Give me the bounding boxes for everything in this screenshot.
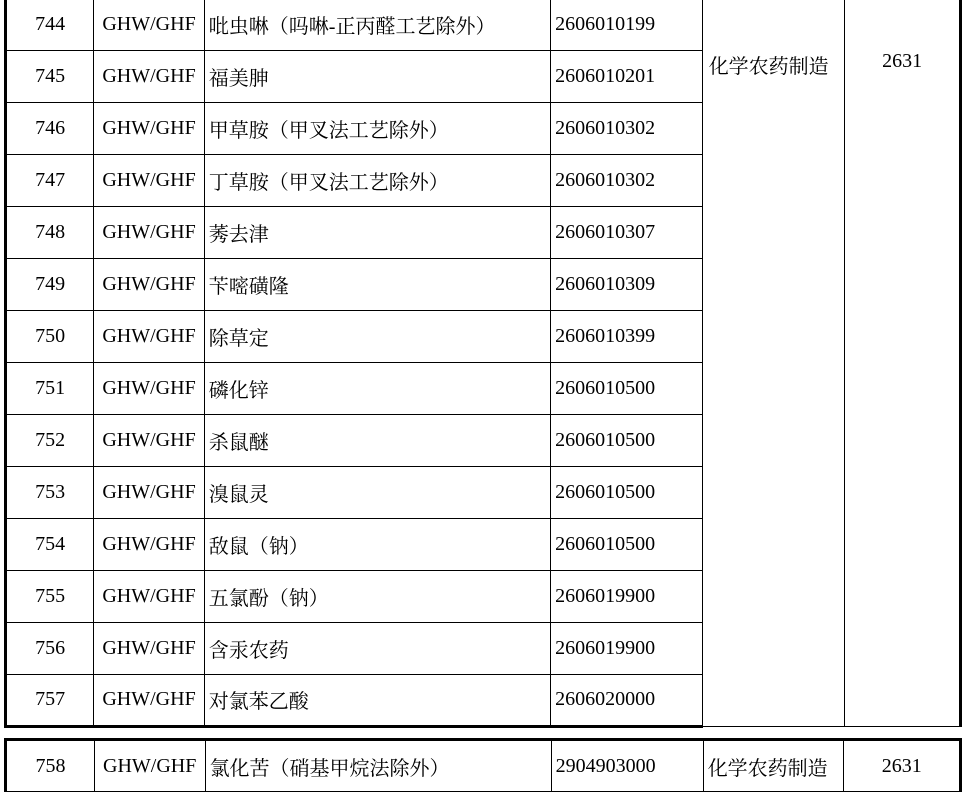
row-number: 757: [6, 674, 94, 726]
row-category: GHW/GHF: [94, 466, 205, 518]
row-number: 747: [6, 154, 94, 206]
row-category: GHW/GHF: [94, 414, 205, 466]
row-number: 748: [6, 206, 94, 258]
row-number: 758: [6, 740, 95, 792]
row-number: 746: [6, 102, 94, 154]
row-name: 五氯酚（钠）: [204, 570, 550, 622]
row-number: 751: [6, 362, 94, 414]
row-category: GHW/GHF: [94, 674, 205, 726]
row-name: 莠去津: [204, 206, 550, 258]
row-category: GHW/GHF: [94, 518, 205, 570]
row-category: GHW/GHF: [94, 50, 205, 102]
row-industry: 化学农药制造: [703, 740, 844, 792]
row-code: 2606019900: [551, 622, 703, 674]
row-number: 750: [6, 310, 94, 362]
row-code: 2606020000: [551, 674, 703, 726]
row-category: GHW/GHF: [94, 206, 205, 258]
row-number: 754: [6, 518, 94, 570]
row-number: 755: [6, 570, 94, 622]
row-name: 杀鼠醚: [204, 414, 550, 466]
row-name: 吡虫啉（吗啉-正丙醛工艺除外）: [204, 0, 550, 50]
row-number: 749: [6, 258, 94, 310]
row-code: 2606010302: [551, 154, 703, 206]
table-row: [6, 0, 961, 50]
row-number: 745: [6, 50, 94, 102]
row-name: 丁草胺（甲叉法工艺除外）: [204, 154, 550, 206]
row-name: 除草定: [204, 310, 550, 362]
continuation-table: [4, 738, 962, 792]
row-category: GHW/GHF: [94, 310, 205, 362]
row-category: GHW/GHF: [94, 0, 205, 50]
row-category: GHW/GHF: [94, 362, 205, 414]
row-name: 敌鼠（钠）: [204, 518, 550, 570]
row-code: 2606010201: [551, 50, 703, 102]
row-category: GHW/GHF: [94, 570, 205, 622]
row-number: 744: [6, 0, 94, 50]
row-code: 2606010500: [551, 466, 703, 518]
row-code: 2606010199: [551, 0, 703, 50]
row-code: 2606019900: [551, 570, 703, 622]
row-name: 甲草胺（甲叉法工艺除外）: [204, 102, 550, 154]
row-code: 2606010302: [551, 102, 703, 154]
row-category: GHW/GHF: [94, 740, 205, 792]
row-name: 对氯苯乙酸: [204, 674, 550, 726]
row-number: 752: [6, 414, 94, 466]
row-name: 氯化苦（硝基甲烷法除外）: [205, 740, 551, 792]
row-code: 2606010500: [551, 414, 703, 466]
row-name: 含汞农药: [204, 622, 550, 674]
row-code: 2606010500: [551, 518, 703, 570]
merged-industry: 化学农药制造: [702, 0, 845, 726]
row-name: 溴鼠灵: [204, 466, 550, 518]
row-name: 苄嘧磺隆: [204, 258, 550, 310]
merged-industry-code: 2631: [845, 0, 961, 726]
row-category: GHW/GHF: [94, 622, 205, 674]
row-code: 2606010399: [551, 310, 703, 362]
row-code: 2606010500: [551, 362, 703, 414]
table-body: [6, 0, 961, 726]
row-category: GHW/GHF: [94, 102, 205, 154]
row-category: GHW/GHF: [94, 258, 205, 310]
row-name: 磷化锌: [204, 362, 550, 414]
table-row: [6, 740, 961, 792]
row-number: 753: [6, 466, 94, 518]
row-code: 2904903000: [551, 740, 703, 792]
row-category: GHW/GHF: [94, 154, 205, 206]
row-code: 2606010307: [551, 206, 703, 258]
row-number: 756: [6, 622, 94, 674]
row-industry-code: 2631: [844, 740, 961, 792]
row-name: 福美胂: [204, 50, 550, 102]
row-code: 2606010309: [551, 258, 703, 310]
pesticide-table: [4, 0, 962, 728]
